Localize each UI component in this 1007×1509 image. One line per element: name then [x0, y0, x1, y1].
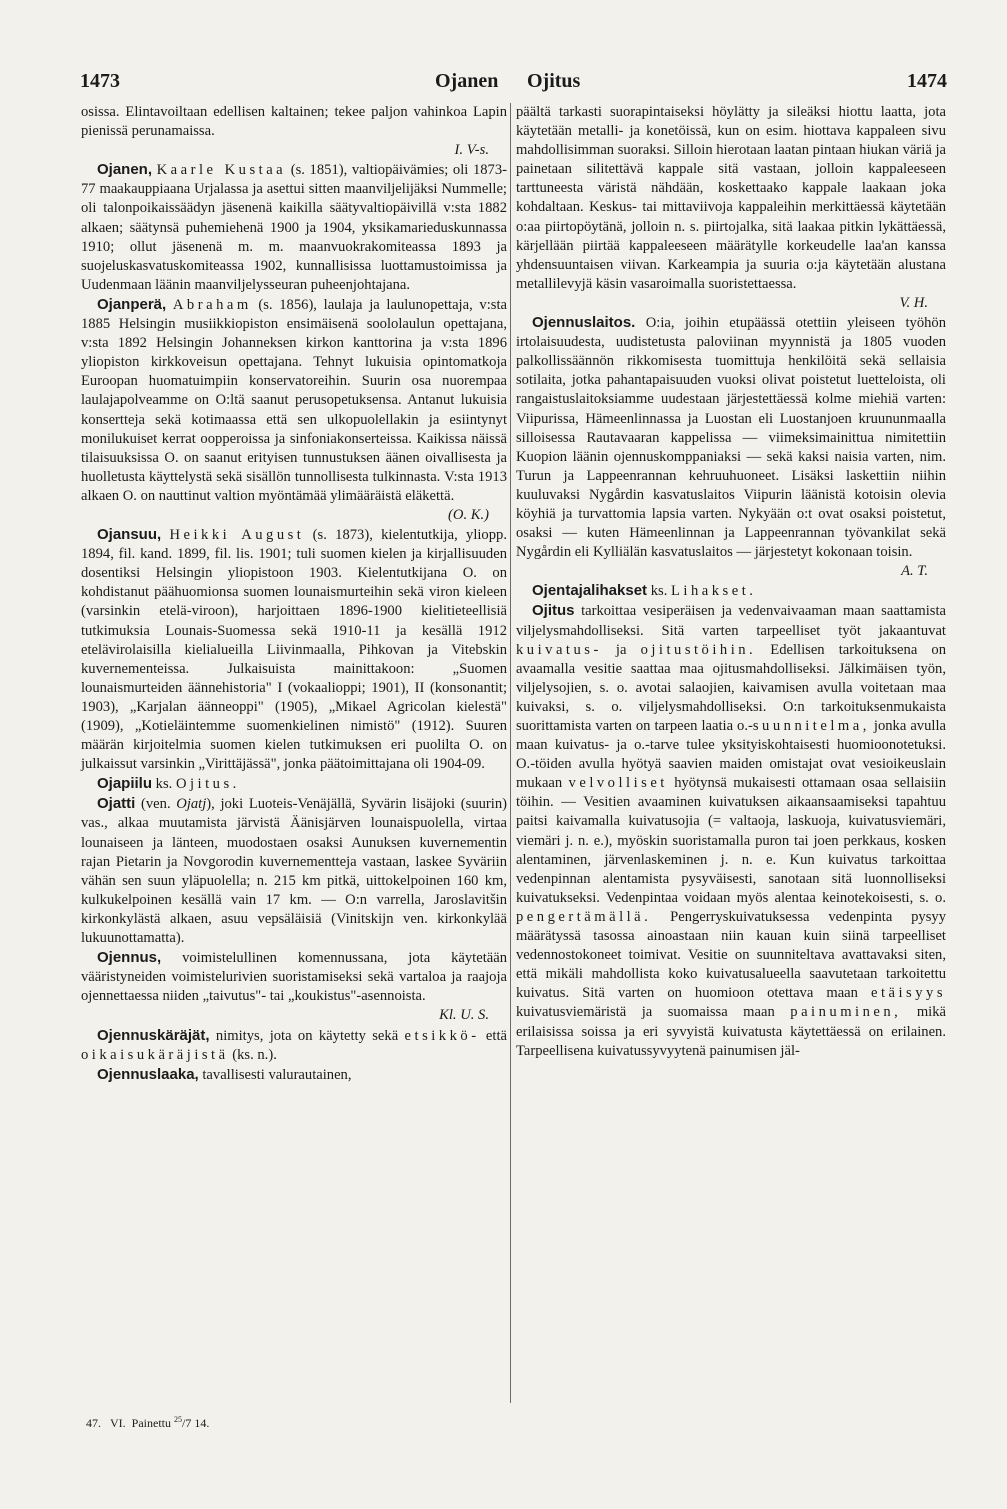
person-name: Abraham — [172, 296, 252, 313]
entry-ojanpera: Ojanperä, Abraham (s. 1856), laulaja ja laulunopettaja, v:sta 1885 Helsingin musiikkiopiston ensimäisenä soololaulun opettajana, v:sta 1892 Helsingin Johanneksen kirkon kanttorina ja v:sta 1896 yliopiston kirkkoveisun opettajana. Tehnyt lukuisia opintomatkoja Euroopan huomatuimpiin konservatoreihin. Suurin osa nuorempaa laulajapolveamme on O:ltä saanut perusopetuksensa. Antanut lukuisia konsertteja sekä kotimaassa että sen ulkopuolellakin ja esiintynyt monilukuiset kerrat oopperoissa ja sinfoniakonserteissa. Kaikissa näissä tilaisuuksissa O. on saanut erityisen tunnustuksen äänen oivallisesta ja huolletusta käyttelystä sekä sisällön tunnollisesta tulkinnasta. V:sta 1913 alkaen O. on nauttinut valtion myöntämää ylimääräistä eläkettä. (O. K.) — [81, 295, 507, 525]
entry-ojitus: Ojitus tarkoittaa vesiperäisen ja vedenvaivaaman maan saattamista viljelysmahdolliseksi. Sitä varten tarpeelliset työt jakaantuvat kuivatus- ja ojitustöihin. Edellisen tarkoituksena on avaamalla vesitie saattaa maa ojitusmahdolliseksi. Jälkimäisen työn, viljelysojien, s. o. avotai salaojien, kaivamisen avulla voitetaan maa kuivaksi, s. o. viljelysmahdolliseksi. O:n tarkoituksenmukaista suorittamista varten on tarpeen laatia o.-suunnitelma, jonka avulla maan kuivatus- ja o.-tarve tulee yksityiskohtaisesti huomioonotetuksi. O.-töiden avulla hyötyä saavien maiden omistajat ovat vesioikeuslain mukaan velvolliset hyötynsä mukaisesti ottamaan osaa sellaisiin töihin. — Vesitien avaaminen kuivatuksen aikaansaamiseksi tapahtuu paitsi kaivamalla kuivatusojia (= valtaoja, laskuoja, kuivatusviemäri, viemäri j. n. e.), myöskin suoristamalla puron tai joen perkkaus, kosken alentaminen, järvenlaskeminen j. n. e. Kun kuivatus tarkoittaa vedenpinnan alentamista pysyväisesti, sanotaan sitä luonnolliseksi kuivatukseksi. Vedenpintaa voidaan myös alentaa keinotekoisesti, s. o. pengertämällä. Pengerryskuivatuksessa vedenpinta pysyy määrätyssä tasossa ainoastaan niin kauan kuin siinä tarpeelliset vedennostokoneet toimivat. Vesitie on suunniteltava avattavaksi siten, että mikäli mahdollista koko kuivatusalueella saavutetaan tarkoitettu kuivatus. Sitä varten on huomioon otettava maan etäisyys kuivatusviemäristä ja suomaissa maan painuminen, mikä erilaisissa soissa ja eri syvyistä kuivatusta käytettäessä on erilainen. Tarpeellisena kuivatussyvyytenä painumisen jäl- — [516, 602, 947, 1059]
volume-number: VI. — [110, 1416, 126, 1430]
entry-ojatti: Ojatti (ven. Ojatj), joki Luoteis-Venäjällä, Syvärin lisäjoki (suurin) vas., alkaa muutamista järvistä Äänisjärven lounaispuolella, virtaa lounaiseen ja länteen, muodostaen osaksi Aunuksen kuvernementin rajan Pietarin ja Novgorodin kuvernementteja vastaan, laskee Syväriin vähän sen suun yläpuolella; n. 215 km pitkä, uittokelpoinen 160 km, kulkukelpoinen kesällä vain 17 km. — O:n varrella, Jaroslavitšin kirkonkylästä alkaen, asuu vepsäläisiä (Vinitskijn ven. kirkonkylää lukuunottamatta). — [81, 795, 507, 947]
entry-ojentajalihakset: Ojentajalihakset ks. Lihakset. — [532, 582, 757, 600]
headword: Ojennuskäräjät, — [97, 1026, 210, 1044]
entry-ojapiilu: Ojapiilu ks. Ojitus. — [97, 775, 240, 793]
headword: Ojapiilu — [97, 775, 153, 793]
entry-ojanen: Ojanen, Kaarle Kustaa (s. 1851), valtiopäivämies; oli 1873-77 maakauppiaana Urjalassa ja asettui sitten maanviljelijäksi Nummelle; oli talonpoikaissäädyn jäsenenä kaikilla säätyvaltiopäivillä v:sta 1882 alkaen; säätynsä puhemiehenä 1900 ja 1904, yksikamarieduskunnassa 1910; ollut jäsenenä m. m. maanvuokrakomiteassa 1893 ja suojeluskasvatuskomiteassa 1902, kunnallisissa luottamustoimissa ja Uudenmaan läänin maanviljelysseuran puheenjohtajana. — [81, 161, 507, 293]
headword: Ojanperä, — [97, 295, 167, 313]
headword: Ojitus — [532, 602, 575, 620]
guide-word-right: Ojitus — [527, 70, 581, 92]
headword: Ojatti — [97, 795, 136, 813]
print-footer — [86, 1415, 209, 1431]
headword: Ojennus, — [97, 949, 162, 967]
sheet-number: 47. — [86, 1416, 101, 1430]
headword: Ojansuu, — [97, 526, 162, 544]
page-number-right: 1474 — [907, 70, 947, 92]
person-name: Kaarle Kustaa — [156, 162, 287, 179]
headword: Ojennuslaitos. — [532, 314, 636, 332]
signature: V. H. — [899, 294, 928, 311]
running-header — [80, 70, 947, 100]
right-column — [516, 103, 946, 1061]
entry-ojansuu: Ojansuu, Heikki August (s. 1873), kielentutkija, yliopp. 1894, fil. kand. 1899, fil. lis. 1901; tuli suomen kielen ja kirjallisuuden dosentiksi Helsingin yliopistoon 1903. Kielentutkijana O. on kohdistanut päähuomionsa suomen lounaismurteihin sekä viron kieleen (varsinkin etelä-viroon), harjoittaen 1896-1900 kielitieteellisiä tutkimuksia Lounais-Suomessa sekä 1910-11 ja kesällä 1912 etelävirolaisilla kielialueilla Liivinmaalla, Pihkovan ja Vitebskin kuvernementeissa. Julkaisuista mainittakoon: „Suomen lounaismurteiden äännehistoria" I (vokaalioppi; 1901), II (konsonantit; 1903), „Karjalan äänneoppi" (1905), „Mikael Agricolan kielestä" (1909), „Kotieläintemme suomenkielinen nimistö" (1912). Suuren määrän kirjoitelmia suomen kielen tutkimuksen eri puolilta O. on julkaissut varsinkin „Virittäjässä", jonka päätoimittajana oli 1904-09. — [81, 526, 507, 773]
left-column — [81, 103, 507, 1085]
entry-ojennuslaaka-continued: päältä tarkasti suorapintaiseksi höylätty ja sileäksi hiottu laatta, jota käytetään metalli- ja konetöissä, kun on esim. hiottava kappaleen sivu mahdollisimman suoraksi. Silloin hierotaan laatan pintaan hiukan väriä ja painetaan silitettävä kappale sitä vastaan, jolloin kappaleeseen tarttuneesta väristä nähdään, koskettaako kappale laakaan joka kohdaltaan. Keskus- tai mittaviivoja kappaleihin merkittäessä käytetään o:aa piirtopöytänä, jolloin n. s. piirtojalka, sitä laakaa pitkin lykättäessä, kärjellään piirtää kappaleeseen määrätylle korkeudelle laa'an kanssa yhdensuuntaisen viivan. Karkeampia ja suuria o:ja käytetään alustana metallilevyjä käsin vasaroimalla suoristettaessa. V. H. — [516, 103, 946, 313]
printed-month: /7 — [182, 1416, 192, 1430]
signature: Kl. U. S. — [439, 1007, 489, 1024]
entry-ojennuslaitos: Ojennuslaitos. O:ia, joihin etupäässä otettiin yleiseen työhön irtolaisuudesta, uudistetusta paloviinan myynnistä ja 1805 vuoden palkollissäännön rikkomisesta tuomittuja henkilöitä sekä sellaisia sotilaita, jotka pahantapaisuuden vuoksi olivat poistetut luetteloista, oli rangaistuslaitoksiamme uudestaan järjestettäessä kolme miehiä varten: Viipurissa, Hämeenlinnassa ja Luostan eli Luostanjoen kruununmaalla silloisessa Rautavaaran kappelissa — viimeksimainittua nimitettiin Kuopion läänin ojennuskomppaniaksi — sekä kaksi naisia varten, nim. Turun ja Lappeenrannan kehruuhuoneet. Lisäksi laskettiin niihin kuuluvaksi Nygårdin kasvatuslaitos Viipurin läänistä kotoisin olevia köyhiä ja turvattomia lapsia varten. Nykyään o:t ovat osaksi poistetut, osaksi — kuten Hämeenlinnan ja Lappeenrannan työvankilat sekä Nygårdin eli Kylliälän kasvatuslaitos — järjestetyt kokonaan toisin. A. T. — [516, 313, 946, 581]
headword: Ojennuslaaka, — [97, 1065, 199, 1083]
printed-label: Painettu — [131, 1416, 171, 1430]
cross-reference: Lihakset. — [671, 583, 757, 600]
entry-ojennus: Ojennus, voimistelullinen komennussana, jota käytetään vääristyneiden voimistelurivien suoristamiseksi sekä vartaloa ja raajoja ojennettaessa niiden „taivutus"- tai „koukistus"-asennoista. Kl. U. S. — [81, 948, 507, 1025]
headword: Ojentajalihakset — [532, 582, 648, 600]
guide-word-left: Ojanen — [435, 70, 499, 92]
entry-continuation: osissa. Elintavoiltaan edellisen kaltainen; tekee paljon vahinkoa Lapin pienissä perunamaissa. I. V-s. — [81, 103, 507, 160]
cross-reference: Ojitus. — [175, 776, 240, 793]
headword: Ojanen, — [97, 161, 153, 179]
entry-ojennuslaaka: Ojennuslaaka, tavallisesti valurautainen, — [97, 1065, 352, 1083]
printed-year: 14. — [194, 1416, 210, 1430]
signature: I. V-s. — [454, 142, 489, 159]
entry-ojennuskarajat: Ojennuskäräjät, nimitys, jota on käytetty sekä etsikkö- että oikaisukäräjistä (ks. n.). — [81, 1026, 507, 1063]
page-number-left: 1473 — [80, 70, 120, 92]
signature: A. T. — [901, 563, 928, 580]
column-divider — [510, 103, 511, 1403]
printed-day: 25 — [174, 1415, 182, 1424]
signature: (O. K.) — [448, 506, 489, 523]
person-name: Heikki August — [169, 527, 305, 544]
